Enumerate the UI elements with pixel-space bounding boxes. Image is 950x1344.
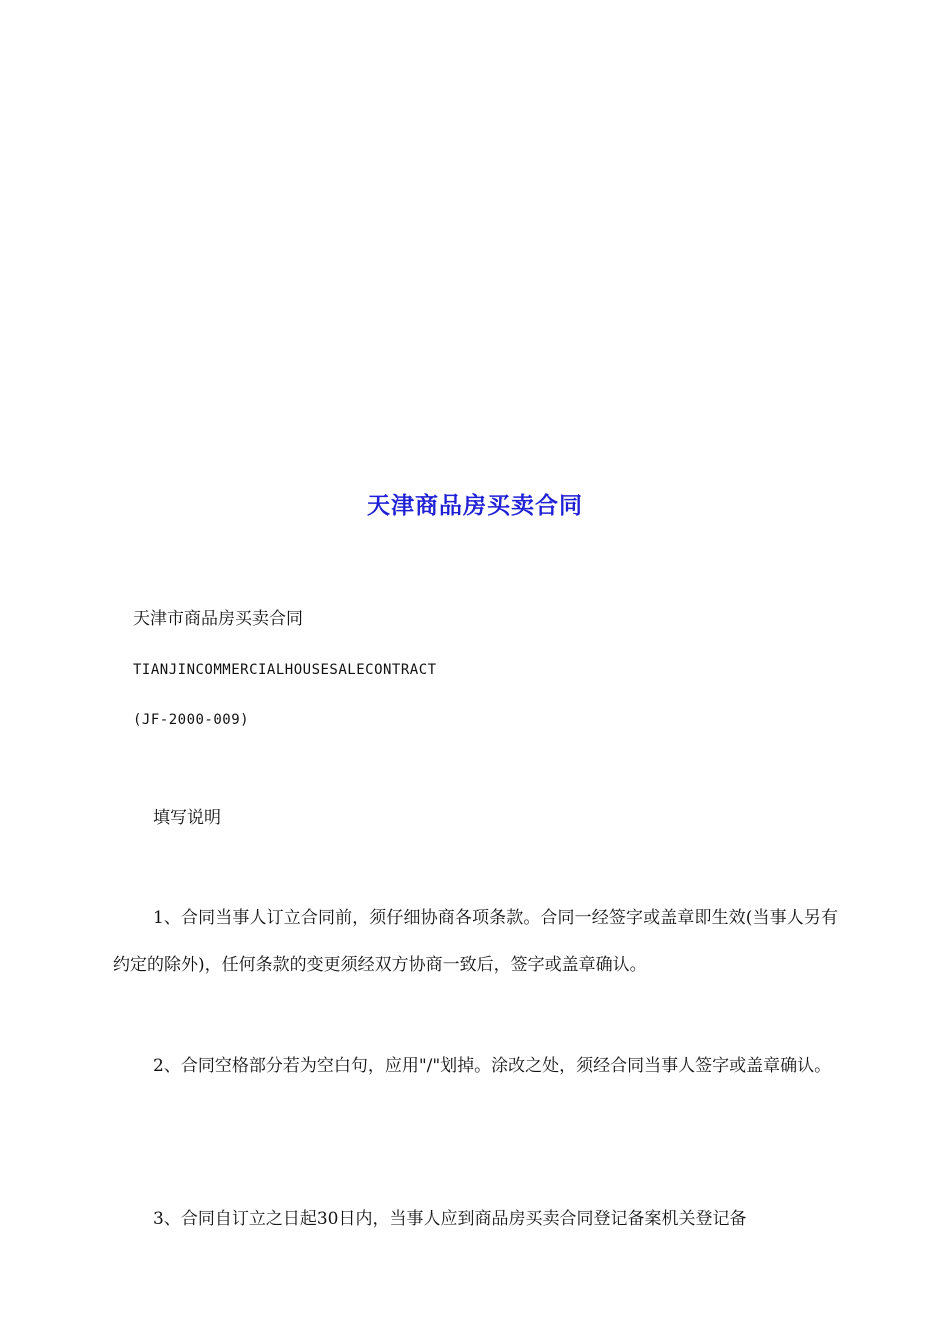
contract-name-en: TIANJINCOMMERCIALHOUSESALECONTRACT: [133, 662, 437, 678]
instruction-item-3: 3、合同自订立之日起30日内，当事人应到商品房买卖合同登记备案机关登记备: [153, 1209, 747, 1229]
contract-name-cn: 天津市商品房买卖合同: [133, 609, 303, 629]
instruction-item-2: 2、合同空格部分若为空白句，应用"/"划掉。涂改之处，须经合同当事人签字或盖章确认。: [153, 1056, 832, 1076]
document-title: 天津商品房买卖合同: [367, 493, 583, 519]
instruction-item-1: 1、合同当事人订立合同前，须仔细协商各项条款。合同一经签字或盖章即生效(当事人另有约定的除外)，任何条款的变更须经双方协商一致后，签字或盖章确认。: [113, 908, 838, 975]
section-heading: 填写说明: [153, 808, 221, 828]
contract-code: (JF-2000-009): [133, 712, 250, 728]
